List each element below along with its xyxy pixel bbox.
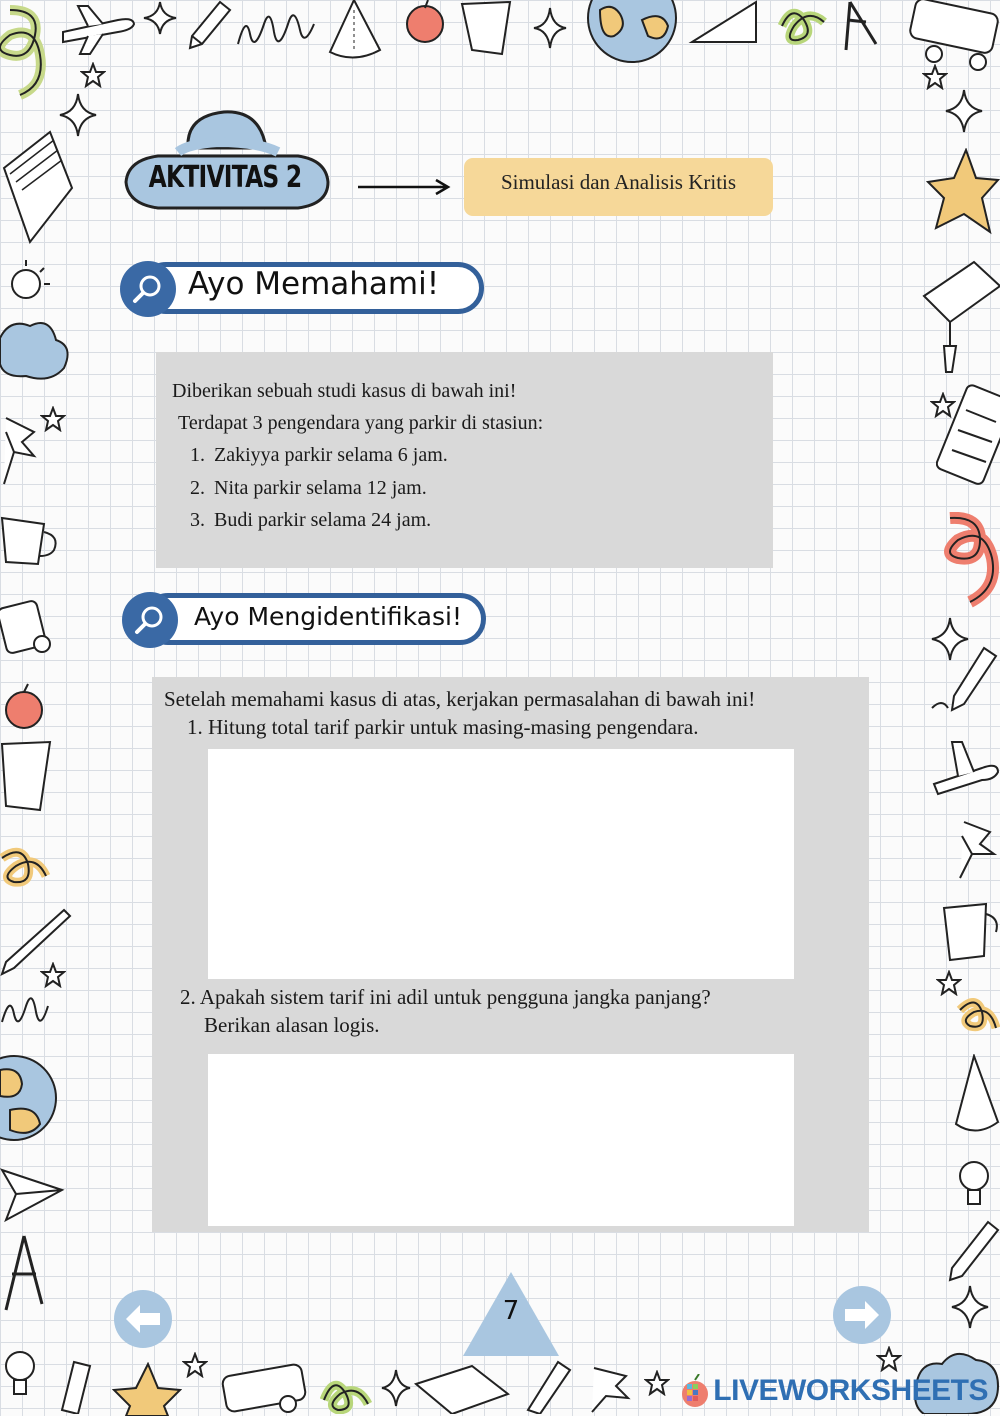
list-text: Budi parkir selama 24 jam. <box>214 509 432 531</box>
task-panel <box>152 677 869 1232</box>
pushpin-icon <box>950 818 1000 882</box>
pencil-icon <box>944 1218 1000 1282</box>
globe-icon <box>0 1050 60 1146</box>
apple-icon <box>402 0 448 46</box>
pencil-icon <box>524 1360 574 1414</box>
activity-title: AKTIVITAS 2 <box>148 160 302 195</box>
star-icon <box>926 148 1000 238</box>
trapezoid-icon <box>0 740 56 820</box>
arrow-left-icon <box>124 1302 162 1336</box>
apple-logo-icon <box>681 1374 709 1408</box>
list-text: Zakiyya parkir selama 6 jam. <box>214 444 448 466</box>
pushpin-icon <box>0 412 48 488</box>
compass-icon <box>836 0 896 54</box>
star-icon <box>80 62 106 88</box>
pencil-icon <box>930 644 1000 714</box>
trapezoid-icon <box>458 0 518 58</box>
cone-icon <box>952 1054 1000 1136</box>
section-header-identify <box>122 593 486 651</box>
section-header-understand <box>120 262 484 320</box>
star-icon <box>40 962 66 988</box>
section-icon-circle <box>122 592 178 648</box>
pencil-icon <box>186 0 232 50</box>
star-icon <box>644 1370 670 1396</box>
case-context: Terdapat 3 pengendara yang parkir di stasiun: <box>178 412 544 434</box>
pushpin-icon <box>588 1362 634 1414</box>
list-item <box>190 444 448 467</box>
magnifier-icon <box>132 273 164 305</box>
section-icon-circle <box>120 261 176 317</box>
case-study-panel <box>156 352 773 568</box>
spiral-icon <box>776 2 836 50</box>
loops-doodle-icon <box>236 10 316 50</box>
paper-plane-icon <box>0 1160 66 1226</box>
globe-icon <box>582 0 682 64</box>
sparkle-icon <box>950 1284 990 1330</box>
list-text: Nita parkir selama 12 jam. <box>214 477 427 499</box>
list-number: 3. <box>190 509 205 531</box>
question-2: 2. Apakah sistem tarif ini adil untuk pengguna jangka panjang? <box>180 985 711 1009</box>
school-bus-icon <box>0 598 56 658</box>
doodle-spiral-icon <box>0 0 60 110</box>
apple-icon <box>0 682 50 732</box>
activity-subtitle: Simulasi dan Analisis Kritis <box>500 170 737 194</box>
question-1: 1. Hitung total tarif parkir untuk masing-masing pengendara. <box>187 715 699 739</box>
cone-icon <box>324 0 390 62</box>
pencil-icon <box>54 1360 94 1414</box>
book-icon <box>0 128 76 246</box>
watermark-text: LIVEWORKSHEETS <box>713 1374 988 1407</box>
sparkle-icon <box>532 6 568 50</box>
arrow-right-icon <box>356 176 456 203</box>
coffee-cup-icon <box>0 508 62 572</box>
list-number: 1. <box>190 444 205 466</box>
compass-icon <box>0 1234 50 1314</box>
spiral-icon <box>320 1370 374 1414</box>
airplane-icon <box>58 2 138 57</box>
next-page-button[interactable] <box>833 1286 891 1344</box>
spiral-icon <box>930 512 1000 612</box>
cloud-icon <box>0 316 72 386</box>
case-intro: Diberikan sebuah studi kasus di bawah ini! <box>172 380 517 402</box>
previous-page-button[interactable] <box>114 1290 172 1348</box>
lightbulb-icon <box>0 1340 46 1400</box>
sparkle-icon <box>380 1368 412 1408</box>
question-2-continued: Berikan alasan logis. <box>204 1013 380 1037</box>
loops-doodle-icon <box>0 992 60 1032</box>
star-icon <box>182 1352 208 1378</box>
list-item <box>190 509 431 532</box>
task-intro: Setelah memahami kasus di atas, kerjakan permasalahan di bawah ini! <box>164 687 756 711</box>
school-bus-icon <box>220 1360 310 1414</box>
star-icon <box>112 1362 182 1416</box>
triangle-ruler-icon <box>688 0 768 48</box>
star-icon <box>876 1346 902 1372</box>
spiral-icon <box>956 990 1000 1040</box>
answer-box-2[interactable] <box>208 1054 794 1226</box>
section-title-identify: Ayo Mengidentifikasi! <box>194 602 462 631</box>
sparkle-icon <box>944 88 984 134</box>
liveworksheets-logo <box>681 1374 988 1408</box>
star-icon <box>922 64 948 90</box>
activity-badge <box>118 108 338 218</box>
activity-subtitle-box <box>464 158 773 216</box>
book-icon <box>412 1364 512 1414</box>
school-bus-icon <box>906 0 1000 72</box>
list-item <box>190 477 427 500</box>
page-number: 7 <box>502 1296 520 1326</box>
airplane-icon <box>932 738 1000 804</box>
calculator-icon <box>936 380 1000 490</box>
answer-box-1[interactable] <box>208 749 794 979</box>
lightbulb-icon <box>0 258 56 306</box>
section-title-understand: Ayo Memahami! <box>188 266 440 302</box>
list-number: 2. <box>190 477 205 499</box>
lightbulb-icon <box>950 1150 998 1214</box>
magnifier-icon <box>134 604 166 636</box>
graduation-cap-icon <box>922 256 1000 376</box>
spiral-icon <box>0 842 60 898</box>
arrow-right-icon <box>843 1298 881 1332</box>
coffee-cup-icon <box>940 898 1000 968</box>
sparkle-icon <box>142 0 178 36</box>
